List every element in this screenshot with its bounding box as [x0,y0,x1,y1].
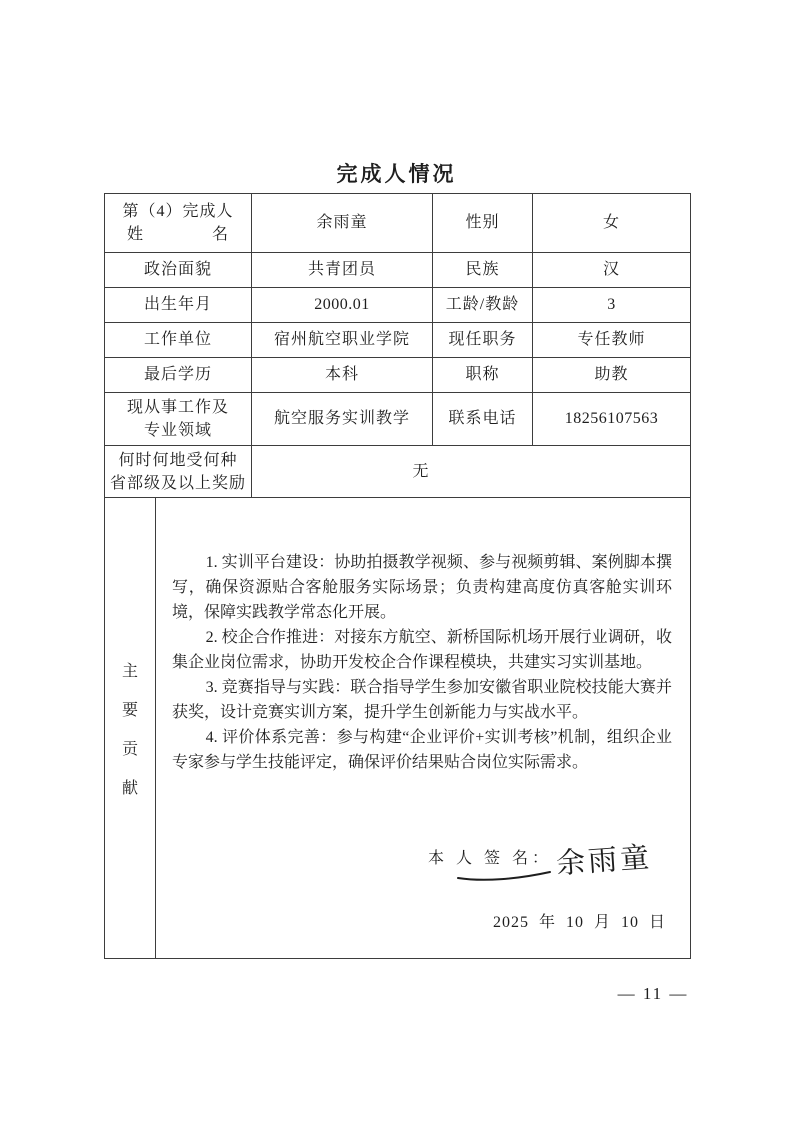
table-row-contribution [105,498,690,958]
page-number: — 11 — [617,984,689,1003]
award-label-line1: 何时何地受何种 [118,451,238,469]
table-row [105,288,690,323]
work-unit-value: 宿州航空职业学院 [252,323,433,357]
contribution-label-char: 主 [121,663,138,680]
seniority-value: 3 [607,296,616,313]
current-work-value: 航空服务实训教学 [252,393,433,445]
work-unit-label: 工作单位 [105,323,252,357]
gender-label: 性别 [433,194,533,252]
table-row-award [105,446,690,498]
table-row [105,323,690,358]
name-value: 余雨童 [252,194,433,252]
row1-label [105,194,252,252]
signature-date: 2025 年 10 月 10 日 [492,914,666,931]
contribution-label-char: 献 [121,780,138,797]
title-label: 职称 [433,358,533,392]
table-row [105,194,690,253]
table-row [105,253,690,288]
signature-underline [456,869,552,881]
position-label: 现任职务 [433,323,533,357]
signature-label: 本 人 签 名： [428,850,553,867]
current-work-label-line1: 现从事工作及 [126,399,229,416]
award-label-line2: 省部级及以上奖励 [109,474,246,492]
contribution-label-char: 要 [121,702,138,719]
ethnicity-label: 民族 [433,253,533,287]
contribution-paragraph-2: 2. 校企合作推进：对接东方航空、新桥国际机场开展行业调研，收集企业岗位需求，协助开发校企合作课程模块，共建实习实训基地。 [172,629,672,671]
education-value: 本科 [252,358,433,392]
title-value: 助教 [594,366,629,383]
signature-handwriting: 余雨童 [555,841,654,881]
seniority-label: 工龄/教龄 [433,288,533,322]
row1-label-line1: 第（4）完成人 [122,203,234,220]
table-row [105,393,690,446]
education-label: 最后学历 [105,358,252,392]
contribution-paragraph-1: 1. 实训平台建设：协助拍摄教学视频、参与视频剪辑、案例脚本撰写，确保资源贴合客舱服务实际场景；负责构建高度仿真客舱实训环境，保障实践教学常态化开展。 [172,554,672,621]
political-status-label: 政治面貌 [105,253,252,287]
contribution-label-char: 贡 [121,741,138,758]
award-label [105,446,252,497]
ethnicity-value: 汉 [602,261,620,278]
birth-date-value: 2000.01 [252,288,433,322]
gender-value: 女 [602,214,620,231]
award-value: 无 [412,462,430,480]
phone-label: 联系电话 [433,393,533,445]
contribution-label [105,498,156,958]
row1-label-line2: 姓 名 [126,226,229,243]
contribution-content [156,498,690,958]
current-work-label [105,393,252,445]
table-row [105,358,690,393]
position-value: 专任教师 [577,331,646,348]
contribution-paragraph-3: 3. 竞赛指导与实践：联合指导学生参加安徽省职业院校技能大赛并获奖，设计竞赛实训方案，提升学生创新能力与实战水平。 [172,679,672,721]
current-work-label-line2: 专业领域 [143,422,212,439]
completer-info-table [104,193,691,959]
birth-date-label: 出生年月 [105,288,252,322]
phone-value: 18256107563 [564,410,659,427]
page-title: 完成人情况 [336,162,457,186]
contribution-paragraph-4: 4. 评价体系完善：参与构建“企业评价+实训考核”机制，组织企业专家参与学生技能评定，确保评价结果贴合岗位实际需求。 [172,729,672,771]
signature-row [428,841,654,881]
political-status-value: 共青团员 [252,253,433,287]
